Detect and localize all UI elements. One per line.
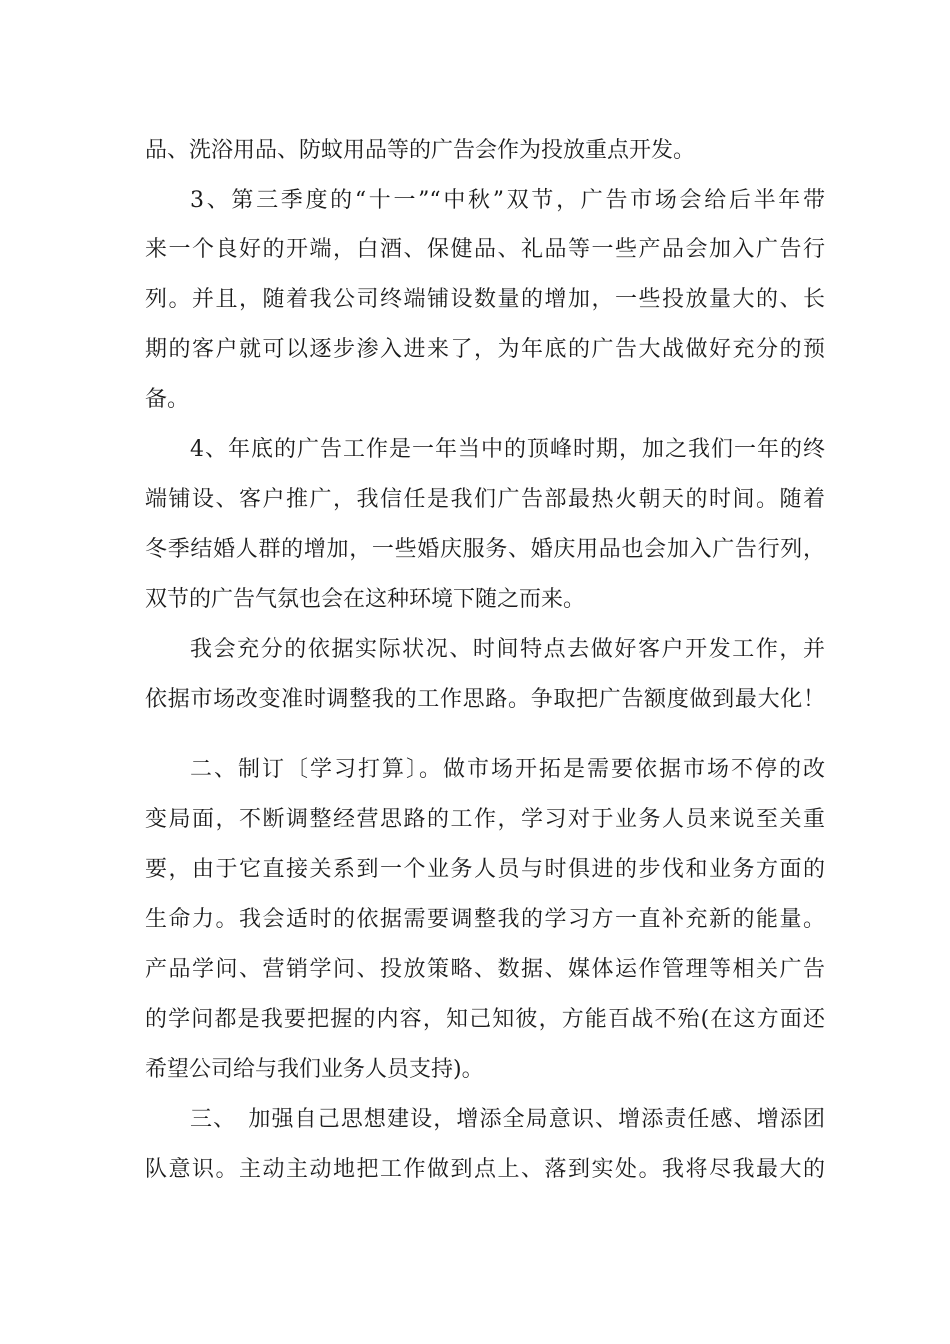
text-line: 希望公司给与我们业务人员支持)。 [145,1057,484,1082]
text-line: 生命力。我会适时的依据需要调整我的学习方一直补充新的能量。 [145,907,825,932]
text-line: 依据市场改变准时调整我的工作思路。争取把广告额度做到最大化！ [145,687,825,712]
text-line: 列。并且，随着我公司终端铺设数量的增加，一些投放量大的、长 [145,287,825,312]
text-line: 的学问都是我要把握的内容，知己知彼，方能百战不殆(在这方面还 [145,1007,825,1032]
text-line: 备。 [145,387,190,412]
text-line: 队意识。主动主动地把工作做到点上、落到实处。我将尽我最大的 [145,1157,825,1182]
paragraph-line: 3、第三季度的“十一”“中秋”双节，广告市场会给后半年带 [190,188,825,213]
text-line: 品、洗浴用品、防蚊用品等的广告会作为投放重点开发。 [145,138,696,163]
text-line: 冬季结婚人群的增加，一些婚庆服务、婚庆用品也会加入广告行列， [145,537,825,562]
text-line: 期的客户就可以逐步渗入进来了，为年底的广告大战做好充分的预 [145,337,825,362]
paragraph-line: 4、年底的广告工作是一年当中的顶峰时期，加之我们一年的终 [190,437,825,462]
text-line: 变局面，不断调整经营思路的工作，学习对于业务人员来说至关重 [145,807,825,832]
text-line: 双节的广告气氛也会在这种环境下随之而来。 [145,587,586,612]
text-line: 要，由于它直接关系到一个业务人员与时俱进的步伐和业务方面的 [145,857,825,882]
text-line: 来一个良好的开端，白酒、保健品、礼品等一些产品会加入广告行 [145,237,825,262]
text-line: 产品学问、营销学问、投放策略、数据、媒体运作管理等相关广告 [145,957,825,982]
text-line: 端铺设、客户推广，我信任是我们广告部最热火朝天的时间。随着 [145,487,825,512]
paragraph-line: 我会充分的依据实际状况、时间特点去做好客户开发工作，并 [190,637,825,662]
paragraph-line: 二、制订〔学习打算〕。做市场开拓是需要依据市场不停的改 [190,757,825,782]
paragraph-line: 三、 加强自己思想建设，增添全局意识、增添责任感、增添团 [190,1107,825,1132]
